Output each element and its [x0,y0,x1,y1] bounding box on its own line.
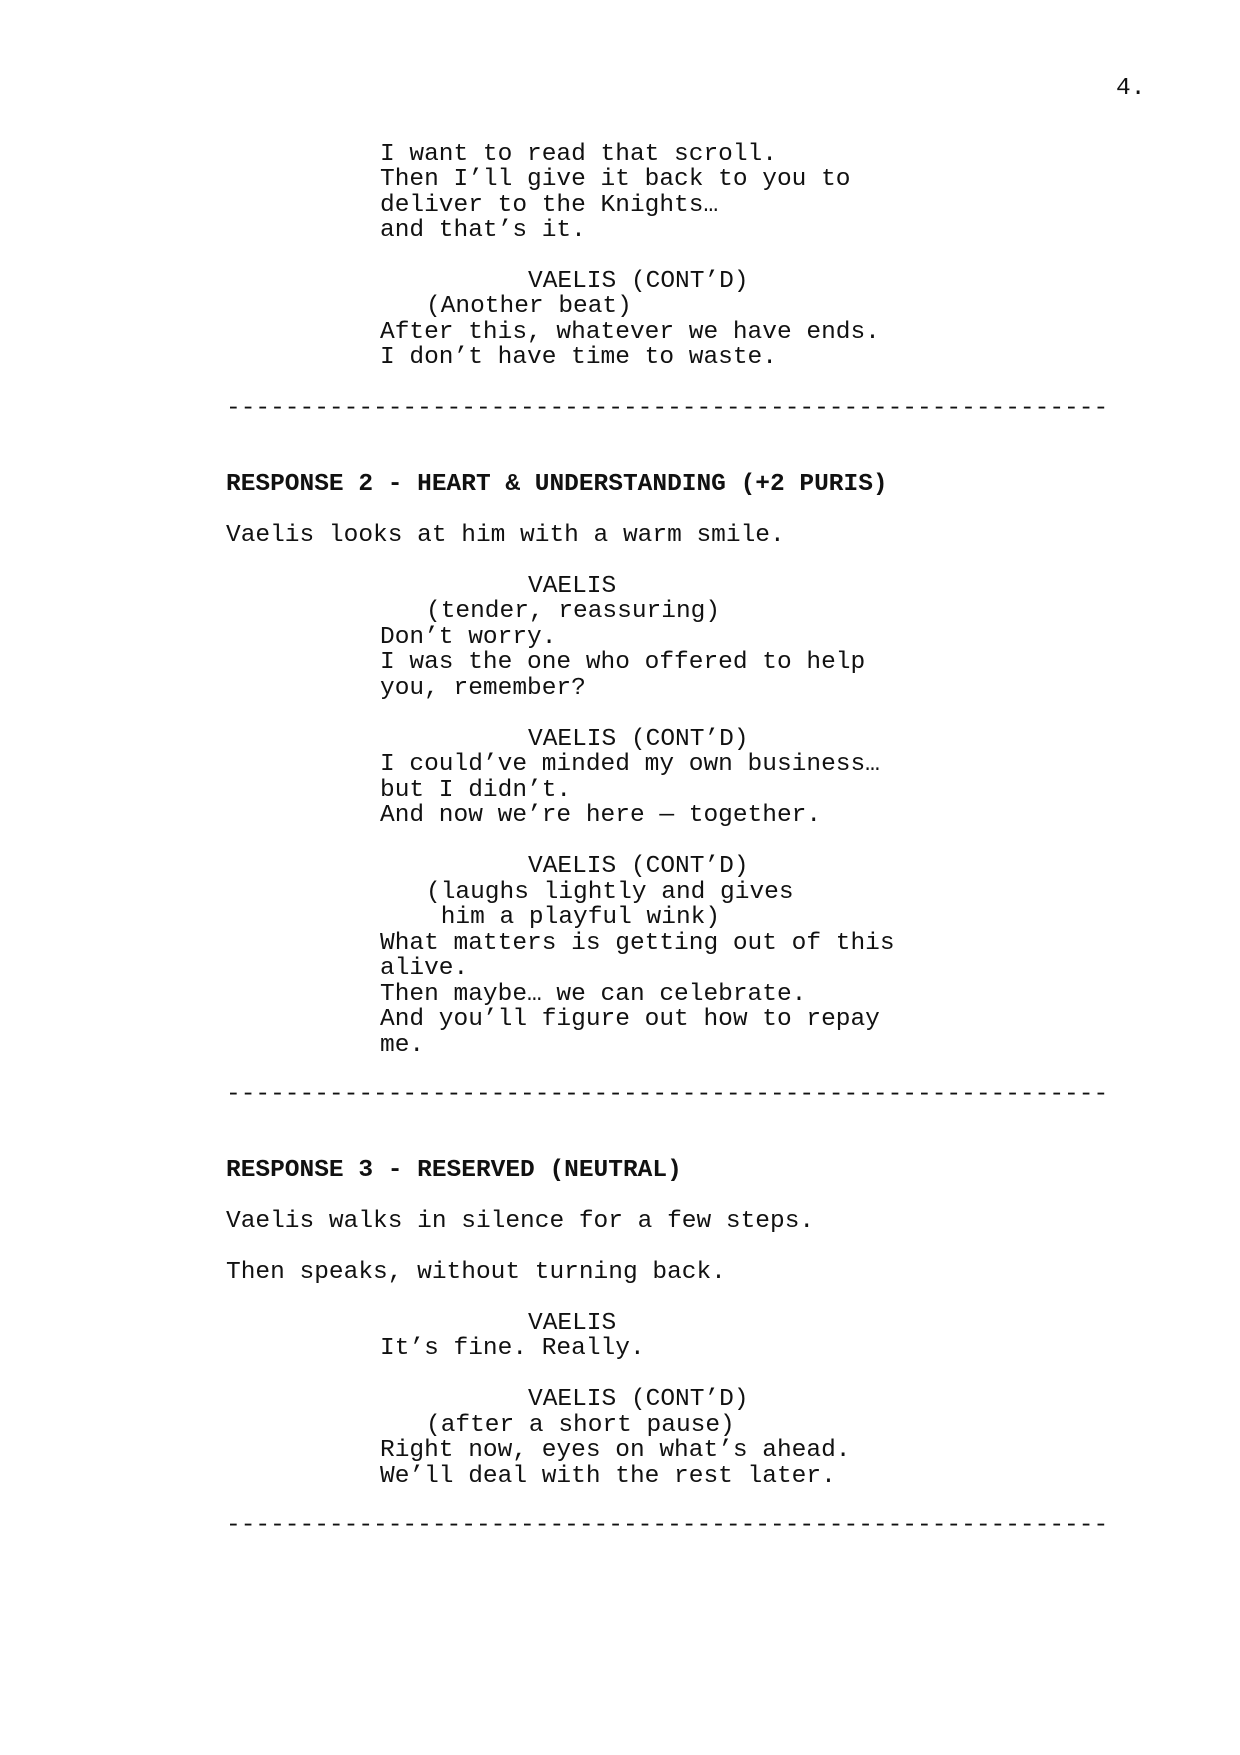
parenthetical: (laughs lightly and gives [426,879,794,906]
dialogue-line: deliver to the Knights… [380,192,719,219]
dialogue-line: I want to read that scroll. [380,141,777,168]
character-cue: VAELIS (CONT’D) [528,268,749,295]
character-cue: VAELIS [528,573,617,600]
dialogue-line: me. [380,1032,425,1059]
parenthetical: (after a short pause) [426,1412,735,1439]
character-cue: VAELIS [528,1310,617,1337]
page-number: 4. [1116,75,1146,102]
dialogue-line: you, remember? [380,675,586,702]
dialogue-line: and that’s it. [380,217,586,244]
dialogue-line: Then I’ll give it back to you to [380,166,851,193]
dialogue-line: And now we’re here — together. [380,802,822,829]
action-line: Then speaks, without turning back. [226,1259,726,1286]
response-heading: RESPONSE 2 - HEART & UNDERSTANDING (+2 PURIS) [226,471,888,498]
dialogue-line: And you’ll figure out how to repay [380,1006,880,1033]
character-cue: VAELIS (CONT’D) [528,1386,749,1413]
dialogue-line: What matters is getting out of this [380,930,895,957]
dialogue-line: It’s fine. Really. [380,1335,645,1362]
dialogue-line: alive. [380,955,469,982]
action-line: Vaelis looks at him with a warm smile. [226,522,785,549]
character-cue: VAELIS (CONT’D) [528,853,749,880]
dialogue-line: I don’t have time to waste. [380,344,777,371]
parenthetical: (tender, reassuring) [426,598,721,625]
separator-line: ------------------------------------------------------------ [226,1512,1109,1539]
separator-line: ------------------------------------------------------------ [226,395,1109,422]
dialogue-line: Then maybe… we can celebrate. [380,981,807,1008]
response-heading: RESPONSE 3 - RESERVED (NEUTRAL) [226,1157,682,1184]
dialogue-line: but I didn’t. [380,777,572,804]
parenthetical: (Another beat) [426,293,632,320]
dialogue-line: Right now, eyes on what’s ahead. [380,1437,851,1464]
action-line: Vaelis walks in silence for a few steps. [226,1208,815,1235]
dialogue-line: After this, whatever we have ends. [380,319,880,346]
dialogue-line: We’ll deal with the rest later. [380,1463,836,1490]
character-cue: VAELIS (CONT’D) [528,726,749,753]
dialogue-line: I could’ve minded my own business… [380,751,880,778]
dialogue-line: Don’t worry. [380,624,557,651]
dialogue-line: I was the one who offered to help [380,649,866,676]
separator-line: ------------------------------------------------------------ [226,1081,1109,1108]
parenthetical: him a playful wink) [426,904,721,931]
